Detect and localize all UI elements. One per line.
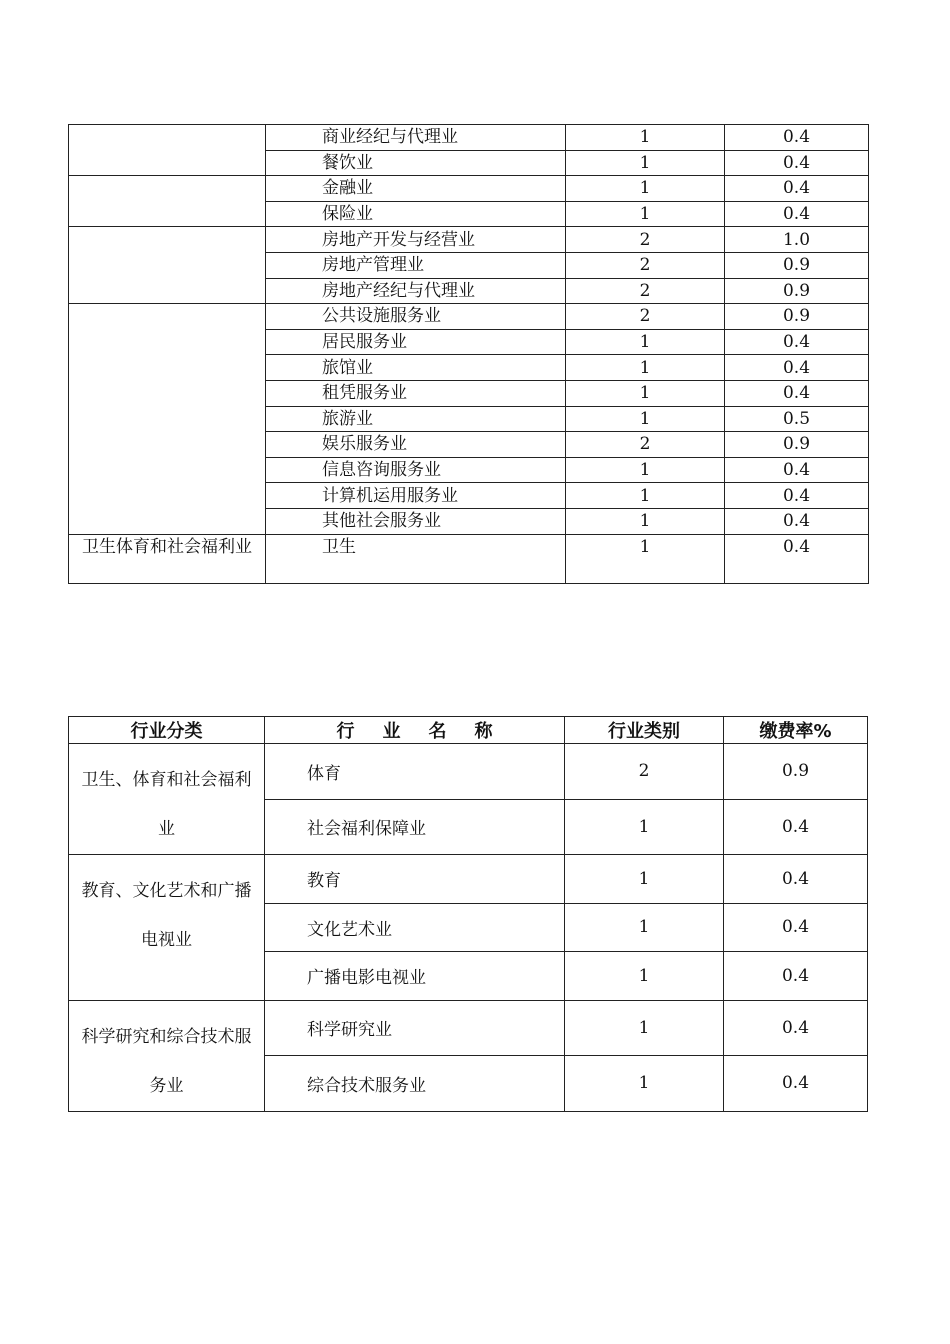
industry-class-cell: 1 [565, 952, 724, 1001]
industry-class-cell: 1 [566, 329, 725, 355]
industry-class-cell: 2 [565, 744, 724, 800]
category-cell [69, 304, 266, 534]
rate-cell: 0.4 [725, 201, 869, 227]
industry-name-cell: 房地产开发与经营业 [266, 227, 566, 253]
rate-cell: 0.4 [725, 150, 869, 176]
industry-name-cell: 金融业 [266, 176, 566, 202]
industry-class-cell: 1 [566, 125, 725, 151]
rate-cell: 0.4 [725, 508, 869, 534]
industry-name-cell: 文化艺术业 [265, 903, 565, 952]
category-text: 科学研究和综合技术服务业 [81, 1026, 252, 1096]
table-row [69, 855, 868, 904]
table-header-row [69, 717, 868, 744]
industry-name-cell: 商业经纪与代理业 [266, 125, 566, 151]
industry-name-cell: 房地产管理业 [266, 252, 566, 278]
header-rate: 缴费率% [724, 717, 868, 744]
rate-cell: 0.9 [725, 252, 869, 278]
rate-cell: 0.9 [724, 744, 868, 800]
category-cell [69, 125, 266, 176]
rate-cell: 0.4 [725, 483, 869, 509]
category-cell [69, 744, 265, 855]
table-row [69, 304, 869, 330]
industry-class-cell: 2 [566, 432, 725, 458]
industry-name-cell: 卫生 [266, 534, 566, 583]
industry-name-cell: 广播电影电视业 [265, 952, 565, 1001]
industry-class-cell: 1 [565, 799, 724, 855]
rate-cell: 0.4 [724, 855, 868, 904]
industry-name-cell: 教育 [265, 855, 565, 904]
rate-cell: 0.9 [725, 278, 869, 304]
industry-name-cell: 娱乐服务业 [266, 432, 566, 458]
header-industry-name-text: 行业名称 [336, 721, 521, 742]
rate-cell: 0.4 [725, 125, 869, 151]
rate-cell: 0.5 [725, 406, 869, 432]
industry-name-cell: 计算机运用服务业 [266, 483, 566, 509]
rate-cell: 0.9 [725, 304, 869, 330]
table-row [69, 1000, 868, 1056]
industry-class-cell: 1 [566, 534, 725, 583]
category-cell [69, 1000, 265, 1111]
industry-class-cell: 2 [566, 304, 725, 330]
industry-class-cell: 1 [565, 1000, 724, 1056]
header-industry-name [265, 717, 565, 744]
rate-cell: 0.4 [725, 176, 869, 202]
table-row [69, 176, 869, 202]
category-cell [69, 227, 266, 304]
industry-name-cell: 综合技术服务业 [265, 1056, 565, 1112]
category-cell [69, 855, 265, 1001]
industry-class-cell: 1 [566, 406, 725, 432]
industry-class-cell: 1 [565, 903, 724, 952]
industry-class-cell: 1 [566, 380, 725, 406]
industry-name-cell: 保险业 [266, 201, 566, 227]
category-cell [69, 176, 266, 227]
industry-class-cell: 1 [566, 508, 725, 534]
industry-class-cell: 1 [566, 201, 725, 227]
industry-name-cell: 公共设施服务业 [266, 304, 566, 330]
industry-name-cell: 信息咨询服务业 [266, 457, 566, 483]
industry-name-cell: 其他社会服务业 [266, 508, 566, 534]
industry-class-cell: 1 [566, 457, 725, 483]
rate-cell: 0.4 [725, 355, 869, 381]
rate-cell: 0.4 [724, 1000, 868, 1056]
rate-cell: 0.4 [724, 903, 868, 952]
industry-name-cell: 租凭服务业 [266, 380, 566, 406]
category-text: 卫生、体育和社会福利业 [81, 770, 252, 839]
industry-class-cell: 1 [566, 483, 725, 509]
header-category: 行业分类 [69, 717, 265, 744]
industry-class-cell: 2 [566, 278, 725, 304]
table-row [69, 227, 869, 253]
rate-cell: 0.4 [725, 329, 869, 355]
industry-rate-table [68, 716, 868, 1112]
industry-class-cell: 1 [566, 176, 725, 202]
rate-cell: 1.0 [725, 227, 869, 253]
industry-name-cell: 餐饮业 [266, 150, 566, 176]
rate-cell: 0.4 [724, 952, 868, 1001]
rate-cell: 0.9 [725, 432, 869, 458]
industry-name-cell: 体育 [265, 744, 565, 800]
rate-cell: 0.4 [724, 799, 868, 855]
category-cell: 卫生体育和社会福利业 [69, 534, 266, 583]
rate-cell: 0.4 [725, 534, 869, 583]
industry-rate-table-continued [68, 124, 869, 584]
table-row [69, 744, 868, 800]
table-row [69, 125, 869, 151]
category-text: 教育、文化艺术和广播电视业 [81, 881, 252, 950]
rate-cell: 0.4 [724, 1056, 868, 1112]
industry-class-cell: 2 [566, 227, 725, 253]
industry-class-cell: 2 [566, 252, 725, 278]
rate-cell: 0.4 [725, 457, 869, 483]
industry-name-cell: 旅游业 [266, 406, 566, 432]
industry-class-cell: 1 [566, 355, 725, 381]
industry-name-cell: 房地产经纪与代理业 [266, 278, 566, 304]
industry-name-cell: 社会福利保障业 [265, 799, 565, 855]
industry-class-cell: 1 [566, 150, 725, 176]
header-industry-class: 行业类别 [565, 717, 724, 744]
industry-name-cell: 科学研究业 [265, 1000, 565, 1056]
industry-class-cell: 1 [565, 1056, 724, 1112]
industry-name-cell: 居民服务业 [266, 329, 566, 355]
table-row [69, 534, 869, 583]
industry-class-cell: 1 [565, 855, 724, 904]
rate-cell: 0.4 [725, 380, 869, 406]
industry-name-cell: 旅馆业 [266, 355, 566, 381]
